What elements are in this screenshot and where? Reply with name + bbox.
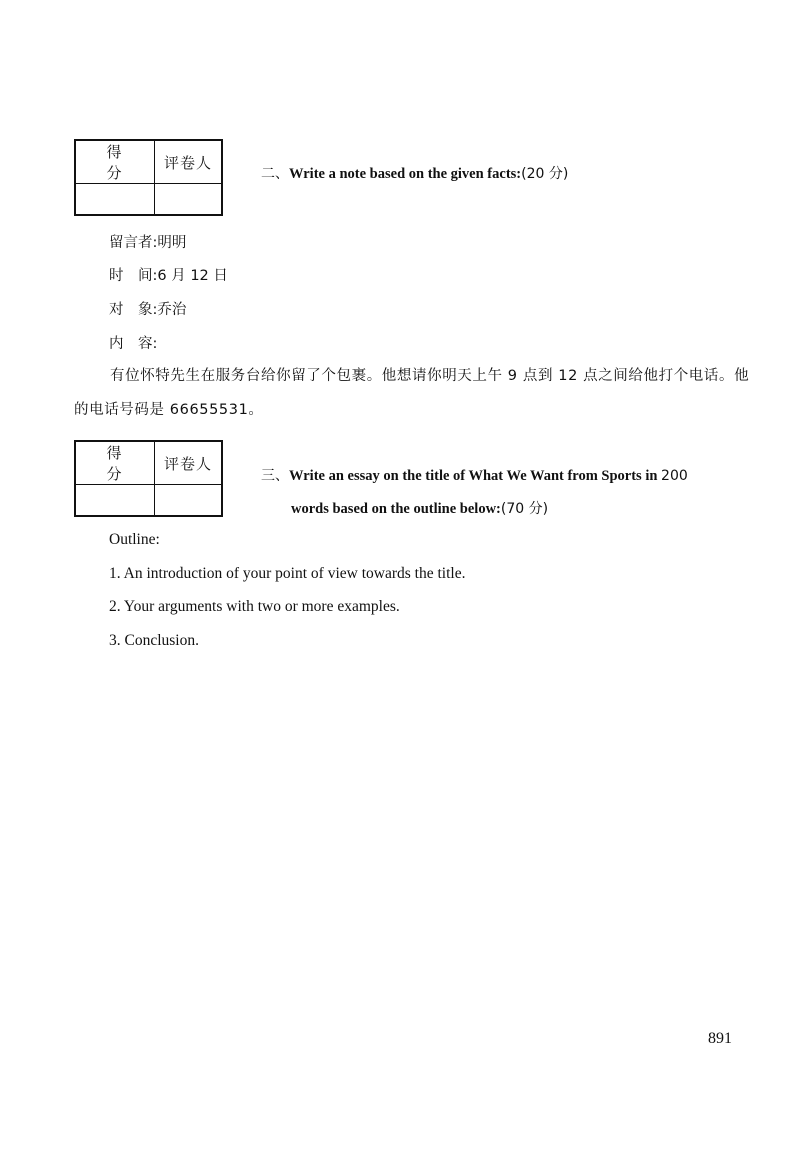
section-3-heading-line2	[291, 498, 548, 518]
grader-cell	[155, 485, 223, 517]
grader-cell	[155, 184, 223, 216]
section-3-title-line2: words based on the outline below:	[291, 501, 501, 517]
note-content-label: 内 容:	[109, 336, 158, 352]
note-time: 时 间:6 月 12 日	[109, 268, 228, 284]
page-number: 891	[708, 1030, 732, 1047]
score-box-section-3	[74, 440, 223, 517]
section-3-title: Write an essay on the title of What We Want from Sports in	[289, 468, 658, 484]
grader-header: 评卷人	[155, 441, 223, 485]
score-header: 得 分	[75, 140, 155, 184]
note-author: 留言者:明明	[109, 235, 187, 251]
section-3-word-count: 200	[661, 468, 688, 484]
note-content: 有位怀特先生在服务台给你留了个包裹。他想请你明天上午 9 点到 12 点之间给他打个电话。他的电话号码是 66655531。	[74, 368, 750, 418]
section-3-points: (70 分)	[500, 501, 549, 517]
outline-item: 1. An introduction of your point of view towards the title.	[109, 565, 466, 582]
outline-label: Outline:	[109, 531, 160, 548]
score-cell	[75, 485, 155, 517]
score-box-section-2	[74, 139, 223, 216]
grader-header: 评卷人	[155, 140, 223, 184]
section-2-heading	[261, 163, 568, 183]
outline-item: 3. Conclusion.	[109, 632, 199, 649]
section-3-heading-line1	[261, 465, 688, 485]
section-2-title: Write a note based on the given facts:	[289, 166, 522, 182]
section-3-number: 三、	[261, 468, 289, 484]
outline-item: 2. Your arguments with two or more examples.	[109, 598, 400, 615]
score-header: 得 分	[75, 441, 155, 485]
score-cell	[75, 184, 155, 216]
section-2-points: (20 分)	[521, 166, 569, 182]
section-2-number: 二、	[261, 166, 289, 182]
note-recipient: 对 象:乔治	[109, 302, 187, 318]
